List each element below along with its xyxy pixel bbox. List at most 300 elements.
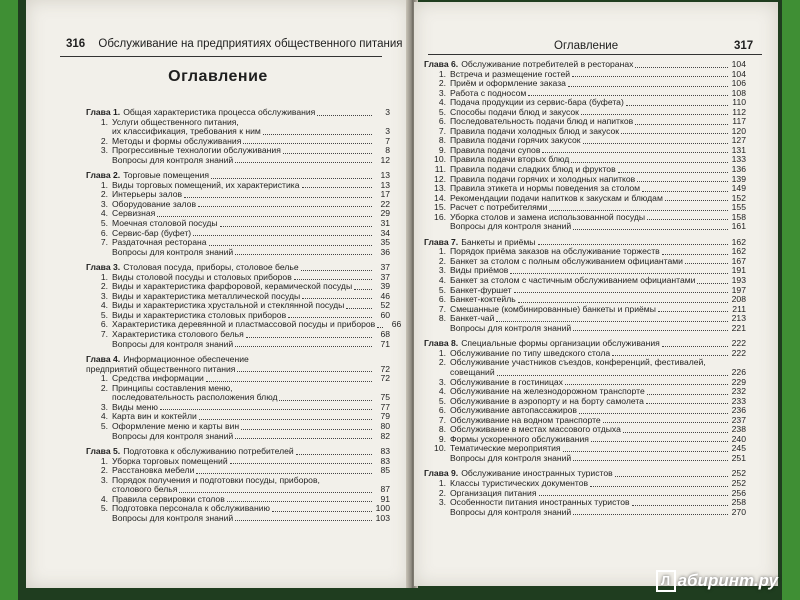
section-number: 5. bbox=[100, 309, 108, 320]
section-title: Банкет за столом с частичным обслуживанием официантами bbox=[450, 275, 696, 286]
section-title: Смешанные (комбинированные) банкеты и приёмы bbox=[450, 303, 656, 314]
dot-leader bbox=[623, 432, 728, 433]
page-ref: 110 bbox=[732, 97, 746, 108]
section-title: Интерьеры залов bbox=[112, 189, 183, 200]
section-title: Характеристика столового белья bbox=[112, 329, 244, 340]
section-title: Правила подачи супов bbox=[450, 144, 541, 155]
page-ref: 66 bbox=[391, 319, 402, 330]
page-ref: 87 bbox=[380, 484, 390, 495]
chapter-label: Глава 8. bbox=[424, 338, 459, 349]
page-ref: 12 bbox=[380, 154, 390, 165]
page-ref: 80 bbox=[380, 420, 390, 431]
section-title: Карта вин и коктейли bbox=[112, 411, 197, 422]
dot-leader bbox=[246, 337, 372, 338]
page-ref: 270 bbox=[731, 506, 746, 517]
section-number: 5. bbox=[438, 106, 446, 117]
section-title: Обслуживание автопассажиров bbox=[450, 405, 577, 416]
left-page-number: 316 bbox=[66, 38, 86, 50]
dot-leader bbox=[583, 143, 728, 144]
section-title: Банкет-чай bbox=[450, 313, 495, 324]
dot-leader bbox=[697, 283, 728, 284]
page-ref: 100 bbox=[375, 503, 390, 514]
dot-leader bbox=[542, 152, 728, 153]
section-number: 7. bbox=[438, 303, 446, 314]
section-number: 3. bbox=[100, 401, 108, 412]
page-ref: 139 bbox=[731, 173, 746, 184]
toc-questions-row bbox=[86, 340, 390, 350]
page-ref: 35 bbox=[380, 237, 390, 248]
section-title: Последовательность подачи блюд и напитков bbox=[450, 116, 634, 127]
section-number: 2. bbox=[438, 487, 446, 498]
section-number: 1. bbox=[438, 347, 446, 358]
section-number: 1. bbox=[438, 477, 446, 488]
right-page bbox=[414, 2, 778, 586]
chapter-label: Глава 9. bbox=[424, 468, 459, 479]
section-title: Встреча и размещение гостей bbox=[450, 68, 571, 79]
dot-leader bbox=[377, 327, 383, 328]
right-page-number: 317 bbox=[734, 40, 754, 52]
page-ref: 108 bbox=[731, 87, 746, 98]
dot-leader bbox=[581, 114, 728, 115]
section-title: Виды меню bbox=[112, 401, 158, 412]
page-ref: 22 bbox=[380, 198, 390, 209]
dot-leader bbox=[160, 409, 372, 410]
dot-leader bbox=[591, 441, 728, 442]
dot-leader bbox=[199, 419, 372, 420]
dot-leader bbox=[518, 302, 728, 303]
page-ref: 237 bbox=[731, 414, 746, 425]
section-title: Услуги общественного питания, bbox=[112, 116, 239, 127]
chapter-title: Столовая посуда, приборы, столовое белье bbox=[123, 262, 299, 273]
dot-leader bbox=[563, 451, 728, 452]
page-ref: 149 bbox=[731, 183, 746, 194]
section-number: 6. bbox=[100, 227, 108, 238]
section-number: 7. bbox=[100, 237, 108, 248]
questions-title: Вопросы для контроля знаний bbox=[112, 246, 234, 257]
continuation-text: их классификация, требования к ним bbox=[112, 126, 261, 137]
section-number: 3. bbox=[438, 376, 446, 387]
dot-leader bbox=[590, 486, 728, 487]
section-number: 6. bbox=[438, 294, 446, 305]
chapter-title: Информационное обеспечение bbox=[123, 354, 249, 365]
section-number: 3. bbox=[100, 290, 108, 301]
page-ref: 131 bbox=[731, 144, 746, 155]
section-title: Способы подачи блюд и закусок bbox=[450, 106, 579, 117]
section-title: Правила подачи холодных блюд и закусок bbox=[450, 125, 620, 136]
questions-title: Вопросы для контроля знаний bbox=[450, 221, 572, 232]
section-number: 1. bbox=[100, 271, 108, 282]
dot-leader bbox=[646, 403, 728, 404]
page-ref: 72 bbox=[380, 363, 390, 374]
section-title: Обслуживание в гостиницах bbox=[450, 376, 563, 387]
dot-leader bbox=[346, 308, 372, 309]
page-ref: 211 bbox=[732, 303, 746, 314]
page-ref: 252 bbox=[731, 477, 746, 488]
dot-leader bbox=[572, 76, 728, 77]
right-running-head-title: Оглавление bbox=[554, 40, 619, 52]
dot-leader bbox=[220, 226, 372, 227]
page-ref: 133 bbox=[731, 154, 746, 165]
section-number: 3. bbox=[438, 87, 446, 98]
page-ref: 240 bbox=[731, 433, 746, 444]
section-number: 5. bbox=[100, 420, 108, 431]
section-title: Особенности питания иностранных туристов bbox=[450, 497, 630, 508]
section-title: Виды и характеристика металлической посуды bbox=[112, 290, 301, 301]
dot-leader bbox=[301, 270, 372, 271]
page-ref: 104 bbox=[731, 68, 746, 79]
chapter-label: Глава 7. bbox=[424, 236, 459, 247]
section-title: Виды торговых помещений, их характеристика bbox=[112, 179, 300, 190]
dot-leader bbox=[573, 330, 728, 331]
section-title: Подготовка персонала к обслуживанию bbox=[112, 503, 270, 514]
page-ref: 162 bbox=[731, 236, 746, 247]
section-title: Моечная столовой посуды bbox=[112, 218, 218, 229]
page-ref: 120 bbox=[731, 125, 746, 136]
section-number: 2. bbox=[100, 281, 108, 292]
page-ref: 226 bbox=[731, 366, 746, 377]
section-number: 5. bbox=[100, 218, 108, 229]
chapter-title: Подготовка к обслуживанию потребителей bbox=[123, 446, 294, 457]
section-title: Виды столовой посуды и столовых приборов bbox=[112, 271, 292, 282]
section-title: Приём и оформление заказа bbox=[450, 78, 566, 89]
toc-questions-row bbox=[86, 248, 390, 258]
page-ref: 79 bbox=[380, 411, 390, 422]
toc-questions-row bbox=[86, 156, 390, 166]
section-title: Средства информации bbox=[112, 373, 204, 384]
dot-leader bbox=[196, 473, 372, 474]
section-number: 15. bbox=[434, 202, 446, 213]
right-header-rule bbox=[428, 54, 762, 55]
page-ref: 39 bbox=[380, 281, 390, 292]
page-ref: 34 bbox=[380, 227, 390, 238]
page-ref: 238 bbox=[731, 424, 746, 435]
dot-leader bbox=[288, 317, 372, 318]
continuation-text: столового белья bbox=[112, 484, 178, 495]
page-ref: 155 bbox=[731, 202, 746, 213]
dot-leader bbox=[635, 67, 728, 68]
toc-questions-row bbox=[424, 324, 746, 334]
section-title: Правила подачи сладких блюд и фруктов bbox=[450, 164, 616, 175]
section-title: Раздаточная ресторана bbox=[112, 237, 207, 248]
dot-leader bbox=[230, 463, 372, 464]
dot-leader bbox=[235, 520, 372, 521]
page-ref: 91 bbox=[380, 493, 390, 504]
section-title: Правила этикета и нормы поведения за столом bbox=[450, 183, 641, 194]
continuation-text: совещаний bbox=[450, 366, 495, 377]
section-number: 3. bbox=[100, 198, 108, 209]
section-number: 3. bbox=[438, 497, 446, 508]
section-number: 12. bbox=[434, 173, 446, 184]
page-ref: 222 bbox=[731, 347, 746, 358]
chapter-title: Банкеты и приёмы bbox=[461, 236, 536, 247]
questions-title: Вопросы для контроля знаний bbox=[112, 154, 234, 165]
page-ref: 37 bbox=[380, 262, 390, 273]
dot-leader bbox=[539, 495, 729, 496]
dot-leader bbox=[354, 289, 372, 290]
dot-leader bbox=[685, 263, 728, 264]
section-number: 2. bbox=[438, 78, 446, 89]
section-number: 2. bbox=[100, 382, 108, 393]
section-number: 8. bbox=[438, 424, 446, 435]
toc-questions-row bbox=[424, 454, 746, 464]
dot-leader bbox=[573, 229, 728, 230]
section-number: 2. bbox=[100, 465, 108, 476]
page-ref: 197 bbox=[731, 284, 746, 295]
dot-leader bbox=[612, 355, 728, 356]
section-number: 2. bbox=[100, 189, 108, 200]
section-title: Обслуживание на водном транспорте bbox=[450, 414, 601, 425]
toc-questions-row bbox=[424, 508, 746, 518]
dot-leader bbox=[647, 219, 728, 220]
section-number: 4. bbox=[100, 411, 108, 422]
dot-leader bbox=[184, 197, 372, 198]
chapter-title: Торговые помещения bbox=[123, 170, 210, 181]
section-number: 3. bbox=[100, 145, 108, 156]
page-ref: 72 bbox=[380, 373, 390, 384]
chapter-label: Глава 3. bbox=[86, 262, 121, 273]
page-ref: 232 bbox=[731, 386, 746, 397]
section-title: Обслуживание в аэропорту и на борту самолета bbox=[450, 395, 644, 406]
dot-leader bbox=[565, 384, 728, 385]
dot-leader bbox=[658, 311, 728, 312]
toc-questions-row bbox=[424, 222, 746, 232]
section-number: 13. bbox=[434, 183, 446, 194]
dot-leader bbox=[235, 438, 372, 439]
labirint-watermark bbox=[656, 570, 778, 592]
dot-leader bbox=[206, 381, 372, 382]
section-title: Банкет-коктейль bbox=[450, 294, 516, 305]
section-number: 1. bbox=[438, 246, 446, 257]
dot-leader bbox=[272, 511, 372, 512]
page-ref: 17 bbox=[380, 189, 390, 200]
section-number: 2. bbox=[100, 135, 108, 146]
page-ref: 104 bbox=[731, 59, 746, 69]
dot-leader bbox=[603, 422, 728, 423]
dot-leader bbox=[237, 371, 372, 372]
section-title: Обслуживание участников съездов, конференций, фестивалей, bbox=[450, 357, 706, 368]
book-spread bbox=[18, 0, 782, 600]
chapter-label: Глава 2. bbox=[86, 170, 121, 181]
page-ref: 29 bbox=[380, 208, 390, 219]
chapter-title: Обслуживание иностранных туристов bbox=[461, 468, 613, 479]
dot-leader bbox=[510, 273, 728, 274]
section-title: Принципы составления меню, bbox=[112, 382, 233, 393]
page-ref: 85 bbox=[380, 465, 390, 476]
dot-leader bbox=[294, 279, 372, 280]
section-number: 1. bbox=[100, 373, 108, 384]
section-number: 5. bbox=[438, 395, 446, 406]
section-number: 4. bbox=[438, 386, 446, 397]
section-title: Оформление меню и карты вин bbox=[112, 420, 240, 431]
section-title: Организация питания bbox=[450, 487, 537, 498]
dot-leader bbox=[296, 454, 372, 455]
questions-title: Вопросы для контроля знаний bbox=[112, 338, 234, 349]
page-ref: 112 bbox=[732, 106, 746, 117]
dot-leader bbox=[209, 245, 372, 246]
page-ref: 71 bbox=[380, 338, 390, 349]
section-number: 4. bbox=[100, 208, 108, 219]
dot-leader bbox=[635, 124, 728, 125]
section-title: Виды и характеристика хрустальной и стеклянной посуды bbox=[112, 300, 345, 311]
dot-leader bbox=[549, 210, 728, 211]
section-number: 7. bbox=[100, 329, 108, 340]
page-ref: 208 bbox=[731, 294, 746, 305]
left-header-rule bbox=[60, 56, 382, 57]
page-ref: 83 bbox=[380, 446, 390, 457]
left-running-head-title: Обслуживание на предприятиях общественного питания bbox=[98, 38, 403, 50]
dot-leader bbox=[211, 178, 372, 179]
section-title: Правила подачи вторых блюд bbox=[450, 154, 570, 165]
dot-leader bbox=[615, 476, 728, 477]
section-number: 9. bbox=[438, 433, 446, 444]
section-number: 6. bbox=[438, 116, 446, 127]
dot-leader bbox=[637, 181, 728, 182]
section-title: Обслуживание по типу шведского стола bbox=[450, 347, 611, 358]
dot-leader bbox=[302, 298, 372, 299]
section-title: Сервизная bbox=[112, 208, 156, 219]
section-title: Тематические мероприятия bbox=[450, 443, 561, 454]
section-title: Расчет с потребителями bbox=[450, 202, 548, 213]
dot-leader bbox=[632, 505, 728, 506]
section-number: 3. bbox=[100, 474, 108, 485]
section-title: Виды приёмов bbox=[450, 265, 509, 276]
section-number: 14. bbox=[434, 192, 446, 203]
dot-leader bbox=[579, 413, 728, 414]
section-number: 1. bbox=[438, 68, 446, 79]
chapter-label: Глава 6. bbox=[424, 59, 459, 69]
page-ref: 152 bbox=[731, 192, 746, 203]
toc-questions-row bbox=[86, 514, 390, 524]
page-ref: 36 bbox=[380, 246, 390, 257]
questions-title: Вопросы для контроля знаний bbox=[450, 452, 572, 463]
section-number: 5. bbox=[438, 284, 446, 295]
dot-leader bbox=[243, 143, 372, 144]
chapter-label: Глава 4. bbox=[86, 354, 121, 365]
watermark-logo-box: Л bbox=[656, 570, 676, 592]
left-toc-list bbox=[86, 107, 402, 523]
page-ref: 252 bbox=[731, 468, 746, 479]
dot-leader bbox=[227, 501, 372, 502]
left-running-head bbox=[66, 38, 402, 50]
section-title: Оборудование залов bbox=[112, 198, 197, 209]
page-ref: 162 bbox=[731, 246, 746, 257]
section-title: Виды и характеристика фарфоровой, керамической посуды bbox=[112, 281, 353, 292]
section-title: Сервис-бар (буфет) bbox=[112, 227, 192, 238]
page-ref: 117 bbox=[732, 116, 746, 127]
chapter-title: Общая характеристика процесса обслуживания bbox=[123, 107, 316, 117]
dot-leader bbox=[662, 254, 728, 255]
section-number: 8. bbox=[438, 135, 446, 146]
page-ref: 13 bbox=[380, 179, 390, 190]
page-ref: 193 bbox=[731, 275, 746, 286]
dot-leader bbox=[573, 460, 728, 461]
section-number: 4. bbox=[438, 275, 446, 286]
dot-leader bbox=[647, 394, 728, 395]
section-number: 1. bbox=[100, 179, 108, 190]
dot-leader bbox=[662, 346, 728, 347]
page-ref: 258 bbox=[731, 497, 746, 508]
dot-leader bbox=[179, 492, 372, 493]
page-ref: 37 bbox=[380, 271, 390, 282]
dot-leader bbox=[573, 514, 728, 515]
chapter-title: Обслуживание потребителей в ресторанах bbox=[461, 59, 634, 69]
dot-leader bbox=[497, 375, 728, 376]
dot-leader bbox=[283, 153, 372, 154]
left-page bbox=[26, 0, 410, 588]
section-number: 3. bbox=[438, 265, 446, 276]
dot-leader bbox=[496, 321, 728, 322]
section-title: Работа с подносом bbox=[450, 87, 527, 98]
dot-leader bbox=[621, 133, 728, 134]
continuation-text: последовательность расположения блюд bbox=[112, 392, 278, 403]
right-toc-list bbox=[424, 60, 746, 517]
section-title: Формы ускоренного обслуживания bbox=[450, 433, 589, 444]
dot-leader bbox=[279, 400, 372, 401]
dot-leader bbox=[665, 200, 728, 201]
section-number: 7. bbox=[438, 125, 446, 136]
section-title: Расстановка мебели bbox=[112, 465, 195, 476]
section-title: Уборка столов и замена использованной посуды bbox=[450, 211, 646, 222]
dot-leader bbox=[193, 235, 372, 236]
section-title: Банкет за столом с полным обслуживанием официантами bbox=[450, 255, 683, 266]
dot-leader bbox=[235, 346, 372, 347]
page-ref: 8 bbox=[385, 145, 390, 156]
section-title: Правила подачи горячих закусок bbox=[450, 135, 581, 146]
section-title: Порядок приёма заказов на обслуживание торжеств bbox=[450, 246, 660, 257]
section-title: Методы и формы обслуживания bbox=[112, 135, 242, 146]
page-ref: 60 bbox=[380, 309, 390, 320]
toc-questions-row bbox=[86, 432, 390, 442]
section-number: 11. bbox=[434, 164, 446, 175]
section-number: 16. bbox=[434, 211, 446, 222]
dot-leader bbox=[241, 429, 372, 430]
dot-leader bbox=[302, 187, 373, 188]
page-ref: 77 bbox=[380, 401, 390, 412]
section-number: 6. bbox=[100, 319, 108, 330]
page-ref: 251 bbox=[731, 452, 746, 463]
section-number: 9. bbox=[438, 144, 446, 155]
section-title: Порядок получения и подготовки посуды, приборов, bbox=[112, 474, 320, 485]
page-ref: 82 bbox=[380, 430, 390, 441]
page-ref: 191 bbox=[731, 265, 746, 276]
watermark-text: абиринт.ру bbox=[677, 571, 778, 590]
page-ref: 3 bbox=[385, 126, 390, 137]
section-number: 4. bbox=[100, 493, 108, 504]
section-number: 10. bbox=[434, 443, 446, 454]
section-number: 2. bbox=[438, 357, 446, 368]
section-number: 10. bbox=[434, 154, 446, 165]
section-title: Рекомендации подачи напитков к закускам и блюдам bbox=[450, 192, 663, 203]
section-number: 8. bbox=[438, 313, 446, 324]
dot-leader bbox=[618, 172, 728, 173]
section-number: 5. bbox=[100, 503, 108, 514]
dot-leader bbox=[157, 216, 372, 217]
dot-leader bbox=[514, 292, 728, 293]
section-number: 1. bbox=[100, 116, 108, 127]
dot-leader bbox=[263, 134, 372, 135]
page-ref: 236 bbox=[731, 405, 746, 416]
section-number: 4. bbox=[438, 97, 446, 108]
dot-leader bbox=[642, 191, 728, 192]
page-ref: 68 bbox=[380, 329, 390, 340]
questions-title: Вопросы для контроля знаний bbox=[450, 506, 572, 517]
page-ref: 245 bbox=[731, 443, 746, 454]
section-title: Обслуживание в местах массового отдыха bbox=[450, 424, 621, 435]
page-ref: 233 bbox=[731, 395, 746, 406]
chapter-title: Специальные формы организации обслуживания bbox=[461, 338, 660, 349]
dot-leader bbox=[235, 254, 372, 255]
section-title: Правила подачи горячих и холодных напитков bbox=[450, 173, 636, 184]
